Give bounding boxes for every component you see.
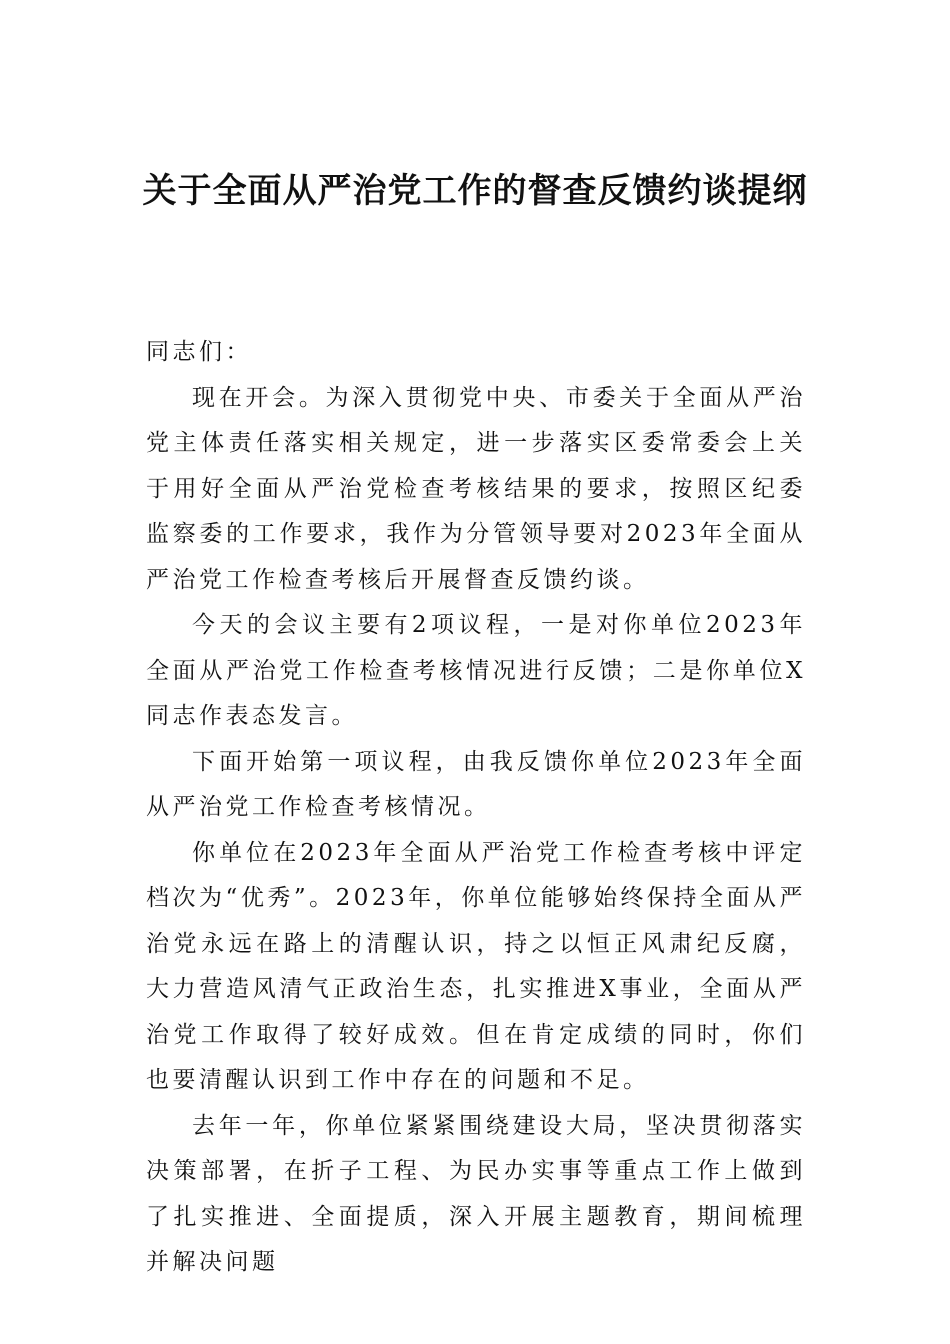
paragraph: 今天的会议主要有2项议程，一是对你单位2023年全面从严治党工作检查考核情况进行反馈；二是你单位X同志作表态发言。 xyxy=(146,612,806,729)
document-title: 关于全面从严治党工作的督查反馈约谈提纲 xyxy=(142,171,808,211)
document-body xyxy=(146,330,806,1286)
paragraph: 下面开始第一项议程，由我反馈你单位2023年全面从严治党工作检查考核情况。 xyxy=(146,748,806,820)
paragraph: 去年一年，你单位紧紧围绕建设大局，坚决贯彻落实决策部署，在折子工程、为民办实事等重点工作上做到了扎实推进、全面提质，深入开展主题教育，期间梳理并解决问题 xyxy=(146,1112,806,1275)
paragraph: 你单位在2023年全面从严治党工作检查考核中评定档次为“优秀”。2023年，你单位能够始终保持全面从严治党永远在路上的清醒认识，持之以恒正风肃纪反腐，大力营造风清气正政治生态，扎实推进X事业，全面从严治党工作取得了较好成效。但在肯定成绩的同时，你们也要清醒认识到工作中存在的问题和不足。 xyxy=(146,839,806,1093)
salutation: 同志们： xyxy=(146,339,252,365)
paragraph: 现在开会。为深入贯彻党中央、市委关于全面从严治党主体责任落实相关规定，进一步落实区委常委会上关于用好全面从严治党检查考核结果的要求，按照区纪委监察委的工作要求，我作为分管领导要对2023年全面从严治党工作检查考核后开展督查反馈约谈。 xyxy=(146,384,806,593)
